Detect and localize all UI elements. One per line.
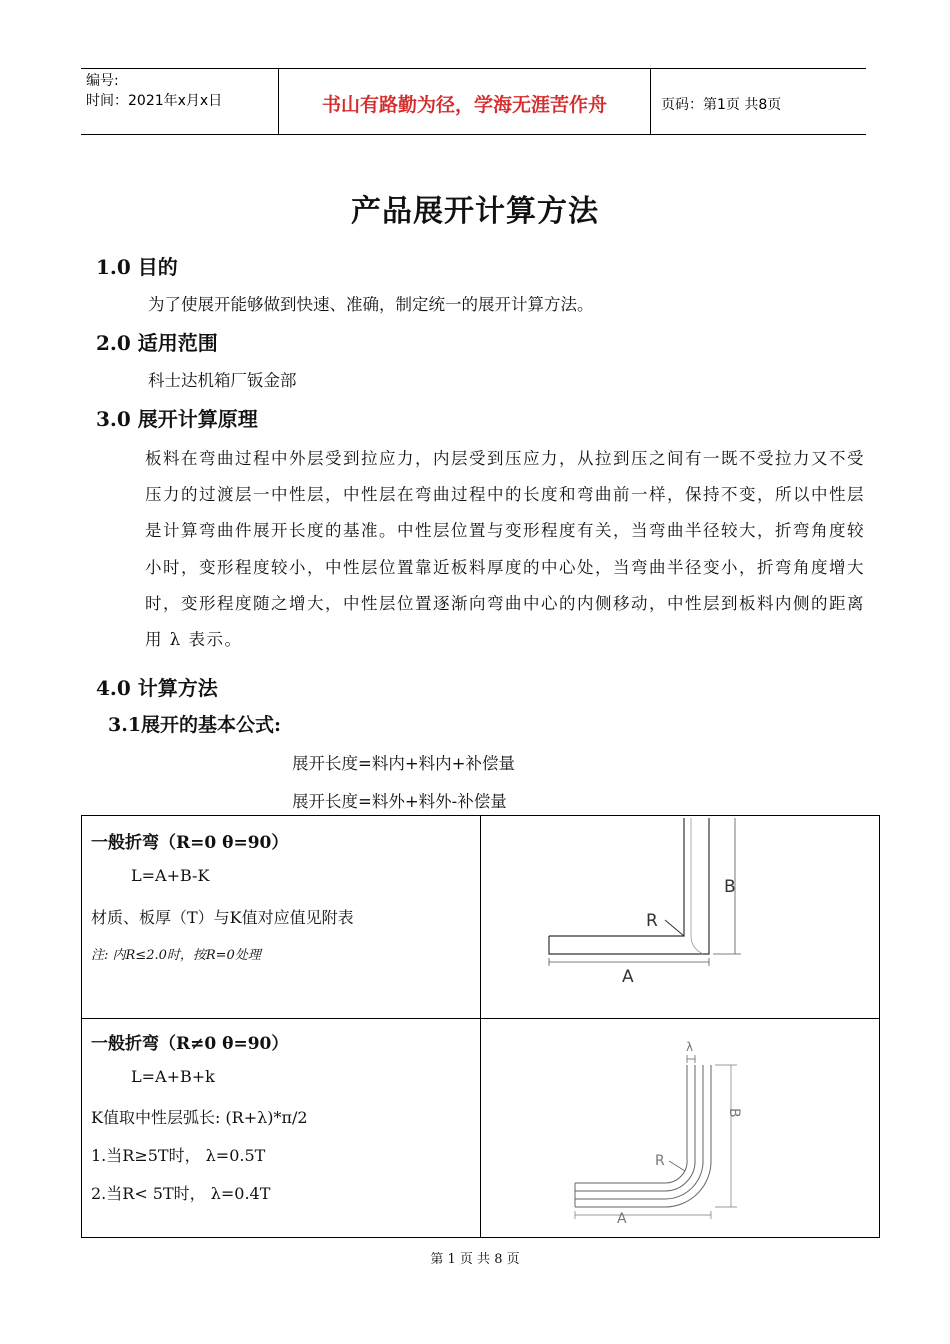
diagram-label-b: B (726, 1108, 742, 1118)
row1-description: 材质、板厚（T）与K值对应值见附表 (91, 908, 354, 927)
diagram-label-a: A (622, 967, 634, 987)
formula-inner: 展开长度=料内+料内+补偿量 (292, 754, 515, 773)
row2-heading: 一般折弯（R≠0 θ=90） (91, 1034, 289, 1054)
diagram-label-a: A (617, 1211, 627, 1227)
page-number-label: 页码：第1页 共8页 (661, 97, 782, 113)
row1-formula: L=A+B-K (131, 866, 210, 885)
row1-note: 注: 内R≤2.0时，按R=0处理 (91, 948, 261, 963)
row2-rule-2: 2.当R< 5T时， λ=0.4T (91, 1184, 271, 1203)
row2-k-description: K值取中性层弧长: (R+λ)*π/2 (91, 1108, 308, 1127)
diagram-label-r: R (646, 911, 658, 931)
section-heading-purpose: 1.0 目的 (96, 255, 178, 279)
page-footer: 第 1 页 共 8 页 (430, 1252, 520, 1267)
bend-diagram-radius (481, 1019, 879, 1237)
row2-rule-1: 1.当R≥5T时， λ=0.5T (91, 1146, 266, 1165)
section-text-scope: 科士达机箱厂钣金部 (148, 371, 297, 390)
diagram-label-lambda: λ (686, 1040, 694, 1054)
section-text-purpose: 为了使展开能够做到快速、准确，制定统一的展开计算方法。 (148, 295, 594, 314)
subsection-heading-formula: 3.1展开的基本公式: (108, 714, 282, 736)
document-number-label: 编号: (86, 73, 119, 89)
section-text-principle: 板料在弯曲过程中外层受到拉应力，内层受到压应力，从拉到压之间有一既不受拉力又不受压力的过渡层一中性层，中性层在弯曲过程中的长度和弯曲前一样，保持不变，所以中性层是计算弯曲件展开长度的基准。中性层位置与变形程度有关，当弯曲半径较大，折弯角度较小时，变形程度较小，中性层位置靠近板料厚度的中心处，当弯曲半径变小，折弯角度增大时，变形程度随之增大，中性层位置逐渐向弯曲中心的内侧移动，中性层到板料内侧的距离用 λ 表示。 (145, 449, 865, 650)
diagram-label-b: B (724, 877, 736, 897)
bend-diagram-sharp (481, 816, 879, 1017)
document-date: 时间：2021年x月x日 (86, 93, 223, 109)
section-heading-principle: 3.0 展开计算原理 (96, 407, 258, 431)
section-heading-scope: 2.0 适用范围 (96, 331, 218, 355)
header-motto: 书山有路勤为径，学海无涯苦作舟 (321, 94, 607, 116)
row2-formula: L=A+B+k (131, 1067, 215, 1086)
header-bottom-rule (81, 134, 866, 135)
header-top-rule (81, 68, 866, 69)
header-divider (650, 68, 651, 135)
formula-outer: 展开长度=料外+料外-补偿量 (292, 792, 507, 811)
section-heading-method: 4.0 计算方法 (96, 676, 218, 700)
diagram-label-r: R (655, 1153, 665, 1169)
row1-heading: 一般折弯（R=0 θ=90） (91, 833, 289, 853)
document-title: 产品展开计算方法 (351, 194, 599, 229)
